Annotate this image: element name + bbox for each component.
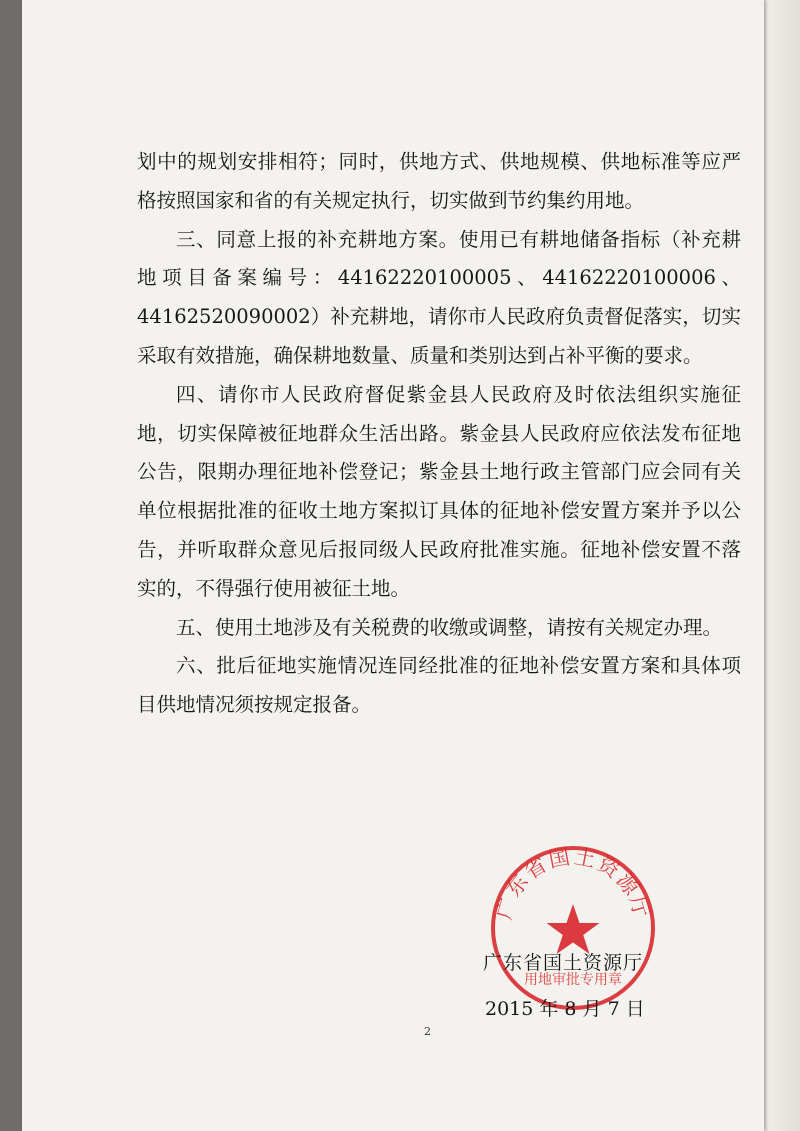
page-number: 2	[424, 1025, 431, 1038]
seal-star-icon	[547, 904, 600, 954]
paragraph-item-4: 四、请你市人民政府督促紫金县人民政府及时依法组织实施征地，切实保障被征地群众生活出路。紫金县人民政府应依法发布征地公告，限期办理征地补偿登记；紫金县土地行政主管部门应会同有关单位根据批准的征收土地方案拟订具体的征地补偿安置方案并予以公告，并听取群众意见后报同级人民政府批准实施。征地补偿安置不落实的，不得强行使用被征土地。	[137, 382, 741, 600]
paragraph-item-5: 五、使用土地涉及有关税费的收缴或调整，请按有关规定办理。	[176, 615, 723, 639]
official-seal	[487, 842, 659, 1014]
paragraph-continued: 划中的规划安排相符；同时，供地方式、供地规模、供地标准等应严格按照国家和省的有关规定执行，切实做到节约集约用地。	[137, 150, 741, 212]
paragraph-item-3: 三、同意上报的补充耕地方案。使用已有耕地储备指标（补充耕地项目备案编号：44162220100005、44162220100006、44162520090002）补充耕地，请你市人民政府负责督促落实，切实采取有效措施，确保耕地数量、质量和类别达到占补平衡的要求。	[137, 227, 741, 367]
document-body	[137, 143, 741, 725]
issue-date: 2015 年 8 月 7 日	[485, 998, 645, 1020]
paragraph-item-6: 六、批后征地实施情况连同经批准的征地补偿安置方案和具体项目供地情况须按规定报备。	[137, 654, 741, 717]
svg-text:用地审批专用章: 用地审批专用章	[524, 972, 622, 988]
svg-text:广东省国土资源厅: 广东省国土资源厅	[491, 844, 655, 923]
issuing-organization: 广东省国土资源厅	[483, 952, 644, 974]
